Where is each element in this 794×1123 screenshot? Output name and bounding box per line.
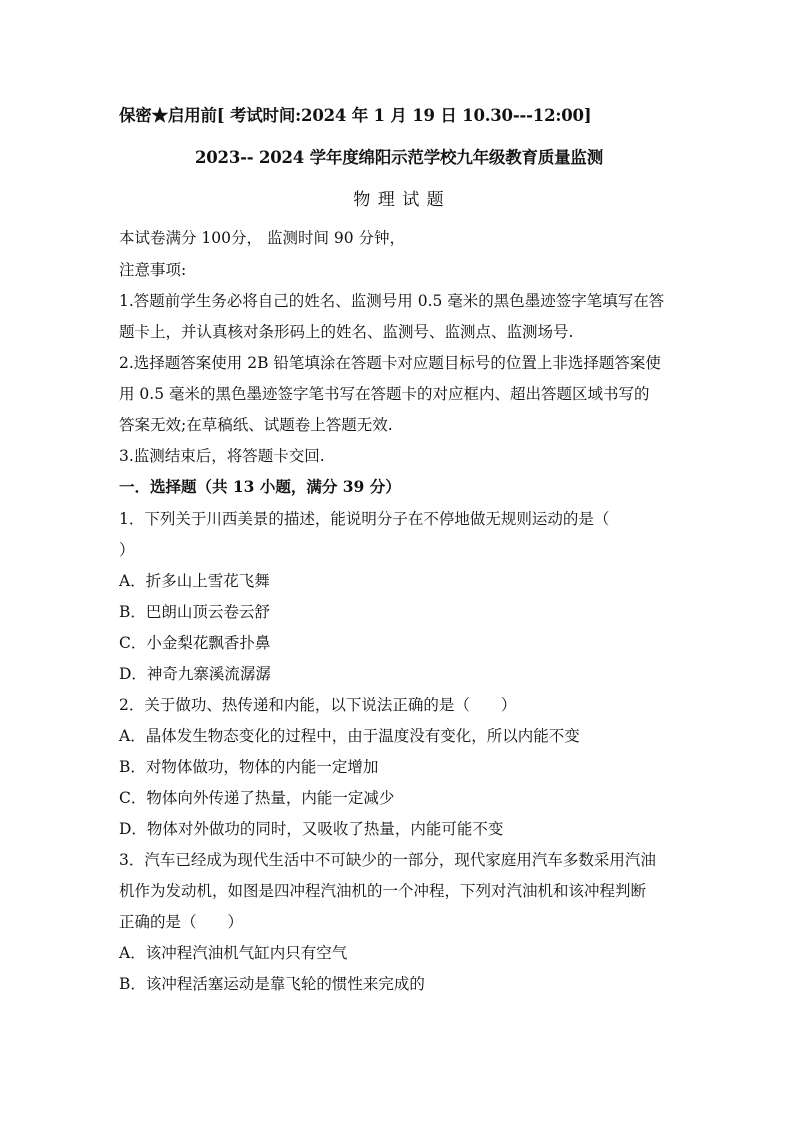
question-3-stem-line-3: 正确的是（ ） <box>119 913 244 931</box>
confidential-line: 保密★启用前[ 考试时间:2024 年 1 月 19 日 10.30---12:00] <box>119 106 592 125</box>
subject-title: 物 理 试 题 <box>353 190 445 210</box>
question-3-stem-line-2: 机作为发动机，如图是四冲程汽油机的一个冲程，下列对汽油机和该冲程判断 <box>119 882 647 900</box>
section-heading: 一．选择题（共 13 小题，满分 39 分） <box>119 477 401 496</box>
question-1-option-a: A．折多山上雪花飞舞 <box>119 572 270 590</box>
question-3-stem-line-1: 3．汽车已经成为现代生活中不可缺少的一部分，现代家庭用汽车多数采用汽油 <box>119 851 656 869</box>
question-1-option-b: B．巴朗山顶云卷云舒 <box>119 603 270 621</box>
question-2-option-a: A．晶体发生物态变化的过程中，由于温度没有变化，所以内能不变 <box>119 727 580 745</box>
note-2-line-3: 答案无效;在草稿纸、试题卷上答题无效. <box>119 416 393 434</box>
question-2-stem: 2．关于做功、热传递和内能，以下说法正确的是（ ） <box>119 696 517 714</box>
note-2-line-1: 2.选择题答案使用 2B 铅笔填涂在答题卡对应题目标号的位置上非选择题答案使 <box>119 354 661 372</box>
score-time-line: 本试卷满分 100分， 监测时间 90 分钟， <box>119 229 406 247</box>
note-1-line-2: 题卡上，并认真核对条形码上的姓名、监测号、监测点、监测场号. <box>119 323 574 341</box>
question-2-option-c: C．物体向外传递了热量，内能一定减少 <box>119 789 395 807</box>
question-1-option-d: D．神奇九寨溪流潺潺 <box>119 665 271 683</box>
question-1-stem-line-1: 1．下列关于川西美景的描述，能说明分子在不停地做无规则运动的是（ <box>119 510 610 528</box>
question-1-stem-line-2: ） <box>119 541 135 559</box>
question-2-option-d: D．物体对外做功的同时，又吸收了热量，内能可能不变 <box>119 820 504 838</box>
note-1-line-1: 1.答题前学生务必将自己的姓名、监测号用 0.5 毫米的黑色墨迹签字笔填写在答 <box>119 292 665 310</box>
note-2-line-2: 用 0.5 毫米的黑色墨迹签字笔书写在答题卡的对应框内、超出答题区域书写的 <box>119 385 650 403</box>
question-2-option-b: B．对物体做功，物体的内能一定增加 <box>119 758 379 776</box>
note-3: 3.监测结束后，将答题卡交回. <box>119 447 325 465</box>
exam-title: 2023-- 2024 学年度绵阳示范学校九年级教育质量监测 <box>194 148 604 167</box>
question-3-option-a: A．该冲程汽油机气缸内只有空气 <box>119 944 348 962</box>
question-3-option-b: B．该冲程活塞运动是靠飞轮的惯性来完成的 <box>119 975 425 993</box>
notes-heading: 注意事项: <box>119 261 187 279</box>
question-1-option-c: C．小金梨花飘香扑鼻 <box>119 634 271 652</box>
